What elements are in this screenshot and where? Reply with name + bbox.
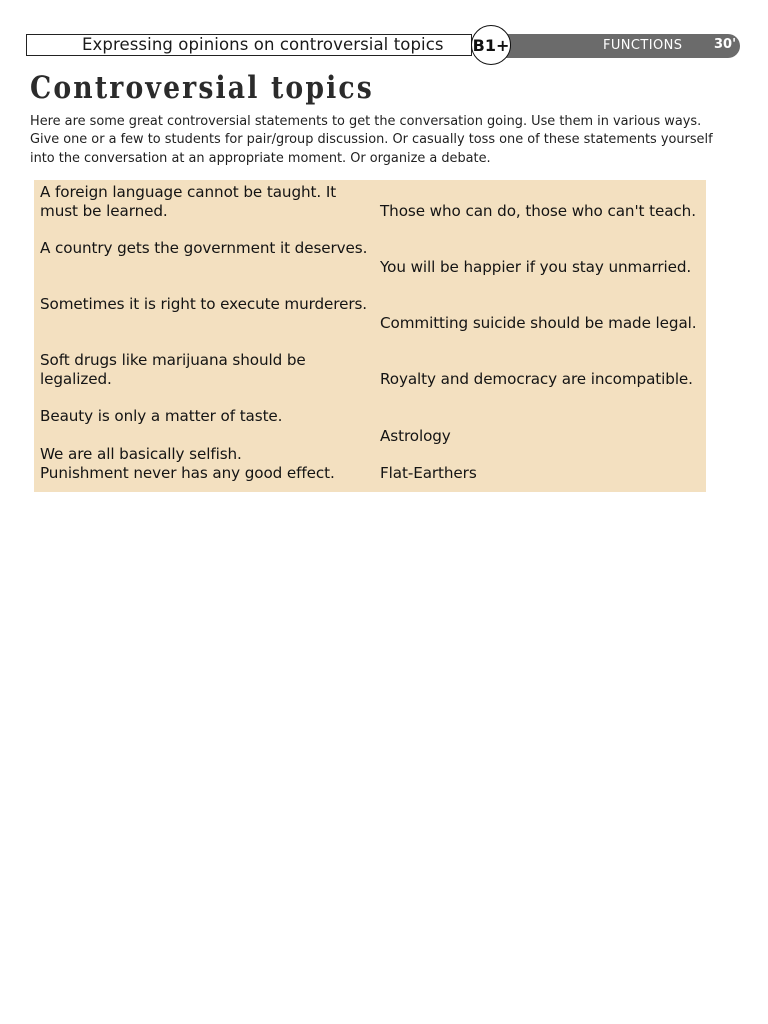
topic-statement: Astrology — [380, 427, 451, 445]
topic-statement: We are all basically selfish. — [40, 445, 242, 463]
topic-statement: A country gets the government it deserves. — [40, 239, 368, 257]
topic-statement: Those who can do, those who can't teach. — [380, 202, 696, 220]
intro-paragraph: Here are some great controversial statements to get the conversation going. Use them in various ways. Give one or a few to students for pair/group discussion. Or casually toss one of these statements yourself into the conversation at an appropriate moment. Or organize a debate. — [30, 114, 713, 166]
page-title: Controversial topics — [30, 70, 374, 106]
header-category: FUNCTIONS — [603, 38, 683, 53]
topic-statement: Flat-Earthers — [380, 464, 477, 482]
topic-statement: Soft drugs like marijuana should be legalized. — [40, 351, 306, 388]
topic-statement: Committing suicide should be made legal. — [380, 314, 697, 332]
header-duration: 30' — [714, 37, 737, 52]
topic-statement: You will be happier if you stay unmarried. — [380, 258, 692, 276]
header-title: Expressing opinions on controversial topics — [82, 35, 444, 54]
level-badge: B1+ — [471, 25, 511, 65]
topic-statement: Punishment never has any good effect. — [40, 464, 335, 482]
topic-statement: Beauty is only a matter of taste. — [40, 407, 283, 425]
topic-statement: Sometimes it is right to execute murderers. — [40, 295, 368, 313]
topic-statement: A foreign language cannot be taught. It must be learned. — [40, 183, 337, 220]
topic-statement: Royalty and democracy are incompatible. — [380, 370, 693, 388]
